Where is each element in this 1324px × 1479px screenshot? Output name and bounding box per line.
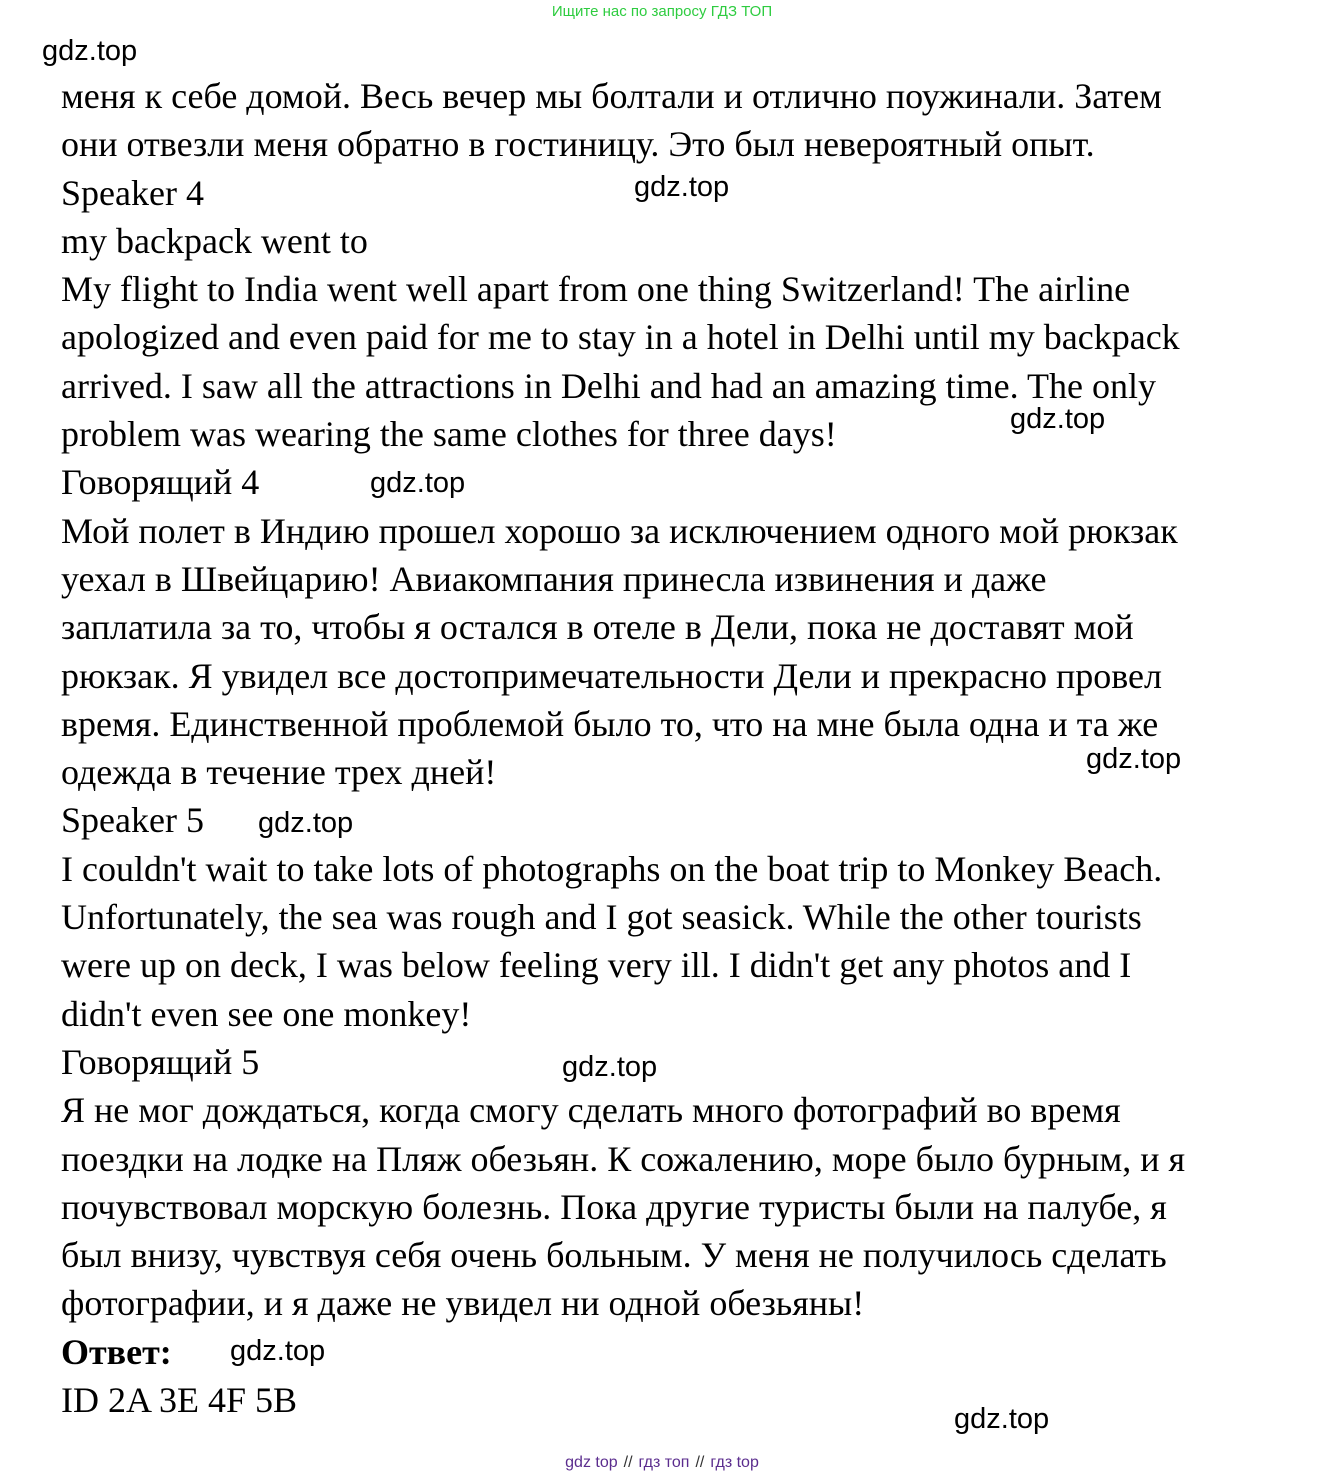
watermark: gdz.top xyxy=(42,35,138,67)
watermark: gdz.top xyxy=(1010,403,1106,435)
text-line: didn't even see one monkey! xyxy=(61,993,472,1034)
text-line: поездки на лодке на Пляж обезьян. К сожалению, море было бурным, и я xyxy=(61,1138,1186,1179)
footer-separator: // xyxy=(623,1454,633,1471)
footer-link[interactable]: гдз top xyxy=(710,1454,759,1471)
text-line: рюкзак. Я увидел все достопримечательности Дели и прекрасно провел xyxy=(61,655,1162,696)
footer-separator: // xyxy=(695,1454,705,1471)
text-line: apologized and even paid for me to stay in a hotel in Delhi until my backpack xyxy=(61,317,1180,358)
text-line: My flight to India went well apart from one thing Switzerland! The airline xyxy=(61,269,1131,310)
footer-link[interactable]: гдз топ xyxy=(638,1454,690,1471)
text-line: фотографии, и я даже не увидел ни одной обезьяны! xyxy=(61,1283,865,1324)
watermark: gdz.top xyxy=(230,1335,326,1367)
text-line: они отвезли меня обратно в гостиницу. Это был невероятный опыт. xyxy=(61,124,1095,165)
watermark: gdz.top xyxy=(1086,743,1182,775)
text-line: arrived. I saw all the attractions in Delhi and had an amazing time. The only xyxy=(61,365,1156,406)
watermark: gdz.top xyxy=(258,807,354,839)
speaker-heading: Speaker 5 xyxy=(61,800,204,841)
speaker-heading: Говорящий 5 xyxy=(61,1041,260,1082)
watermark: gdz.top xyxy=(954,1403,1050,1435)
footer-link[interactable]: gdz top xyxy=(565,1454,618,1471)
watermark: gdz.top xyxy=(370,467,466,499)
watermark: gdz.top xyxy=(562,1051,658,1083)
text-line: заплатила за то, чтобы я остался в отеле в Дели, пока не доставят мой xyxy=(61,607,1134,648)
speaker-heading: Говорящий 4 xyxy=(61,462,260,503)
text-line: меня к себе домой. Весь вечер мы болтали и отлично поужинали. Затем xyxy=(61,76,1162,116)
text-line: был внизу, чувствуя себя очень больным. У меня не получилось сделать xyxy=(61,1235,1167,1276)
answer-value: ID 2A 3E 4F 5B xyxy=(61,1380,298,1421)
text-line: почувствовал морскую болезнь. Пока другие туристы были на палубе, я xyxy=(61,1186,1167,1227)
text-line: Мой полет в Индию прошел хорошо за исключением одного мой рюкзак xyxy=(61,510,1178,551)
footer xyxy=(0,1452,1324,1474)
text-line: Unfortunately, the sea was rough and I got seasick. While the other tourists xyxy=(61,897,1142,938)
text-line: одежда в течение трех дней! xyxy=(61,752,497,793)
speaker-heading: Speaker 4 xyxy=(61,172,204,213)
watermark: gdz.top xyxy=(634,171,730,203)
answer-label: Ответ: xyxy=(61,1331,172,1372)
text-line: время. Единственной проблемой было то, что на мне была одна и та же xyxy=(61,703,1159,744)
text-line: my backpack went to xyxy=(61,220,368,261)
search-banner: Ищите нас по запросу ГДЗ ТОП xyxy=(551,3,773,20)
text-line: were up on deck, I was below feeling very ill. I didn't get any photos and I xyxy=(61,945,1132,986)
text-line: уехал в Швейцарию! Авиакомпания принесла извинения и даже xyxy=(61,558,1047,599)
text-line: I couldn't wait to take lots of photographs on the boat trip to Monkey Beach. xyxy=(61,848,1163,889)
text-line: problem was wearing the same clothes for three days! xyxy=(61,414,837,455)
text-line: Я не мог дождаться, когда смогу сделать много фотографий во время xyxy=(61,1090,1121,1131)
